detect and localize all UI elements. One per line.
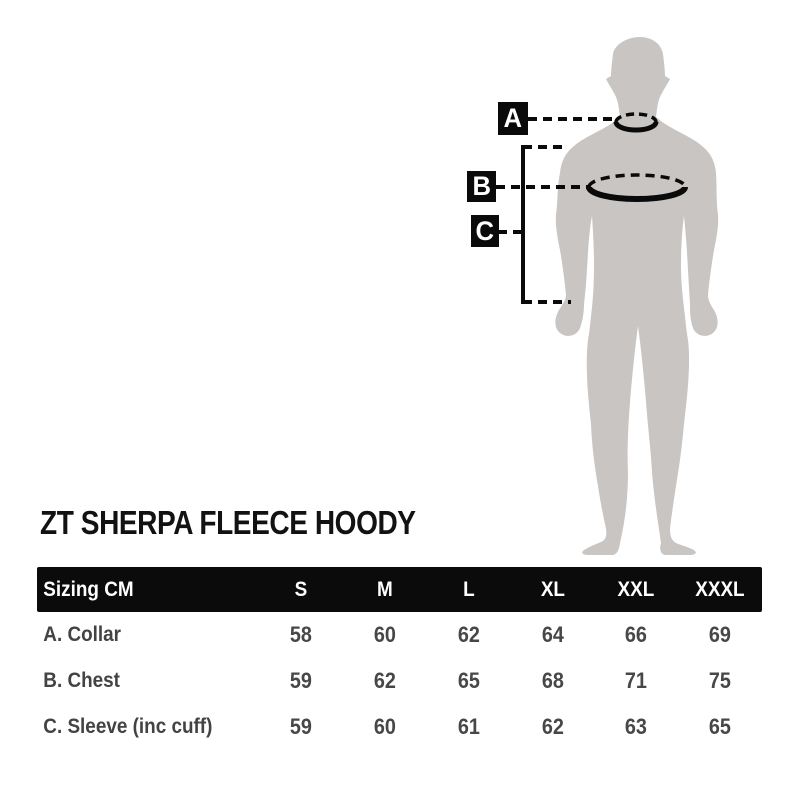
- size-table-header: [37, 567, 762, 612]
- cell-value: 61: [457, 714, 480, 739]
- cell-value: 75: [709, 668, 732, 693]
- marker-c-letter: C: [475, 215, 495, 246]
- cell-value: 69: [709, 622, 732, 647]
- cell-value: 65: [709, 714, 732, 739]
- cell-value: 66: [625, 622, 648, 647]
- table-row-chest: [37, 658, 762, 704]
- marker-c-sleeve: [471, 215, 499, 247]
- product-title: ZT SHERPA FLEECE HOODY: [40, 504, 416, 541]
- body-silhouette: [555, 37, 718, 555]
- marker-a-collar: [498, 102, 528, 135]
- cell-value: 62: [457, 622, 480, 647]
- size-table: [37, 567, 762, 750]
- row-label: A. Collar: [43, 623, 122, 646]
- cell-value: 62: [541, 714, 564, 739]
- cell-value: 59: [289, 714, 312, 739]
- table-row-sleeve: [37, 704, 762, 750]
- header-size-l: L: [462, 577, 475, 601]
- cell-value: 60: [373, 714, 396, 739]
- header-size-m: M: [376, 577, 393, 601]
- cell-value: 68: [541, 668, 564, 693]
- marker-b-letter: B: [472, 171, 491, 201]
- cell-value: 62: [373, 668, 396, 693]
- cell-value: 60: [373, 622, 396, 647]
- header-size-xxl: XXL: [617, 577, 655, 601]
- header-size-s: S: [294, 577, 308, 601]
- cell-value: 71: [625, 668, 648, 693]
- marker-a-letter: A: [503, 103, 523, 133]
- header-sizing-cm: Sizing CM: [43, 577, 134, 601]
- cell-value: 65: [457, 668, 480, 693]
- cell-value: 64: [541, 622, 564, 647]
- header-size-xxxl: XXXL: [695, 577, 745, 601]
- cell-value: 59: [289, 668, 312, 693]
- cell-value: 58: [289, 622, 312, 647]
- row-label: B. Chest: [43, 669, 120, 692]
- marker-b-chest: [467, 171, 496, 202]
- header-size-xl: XL: [540, 577, 565, 601]
- table-row-collar: [37, 612, 762, 658]
- row-label: C. Sleeve (inc cuff): [43, 715, 213, 738]
- cell-value: 63: [625, 714, 648, 739]
